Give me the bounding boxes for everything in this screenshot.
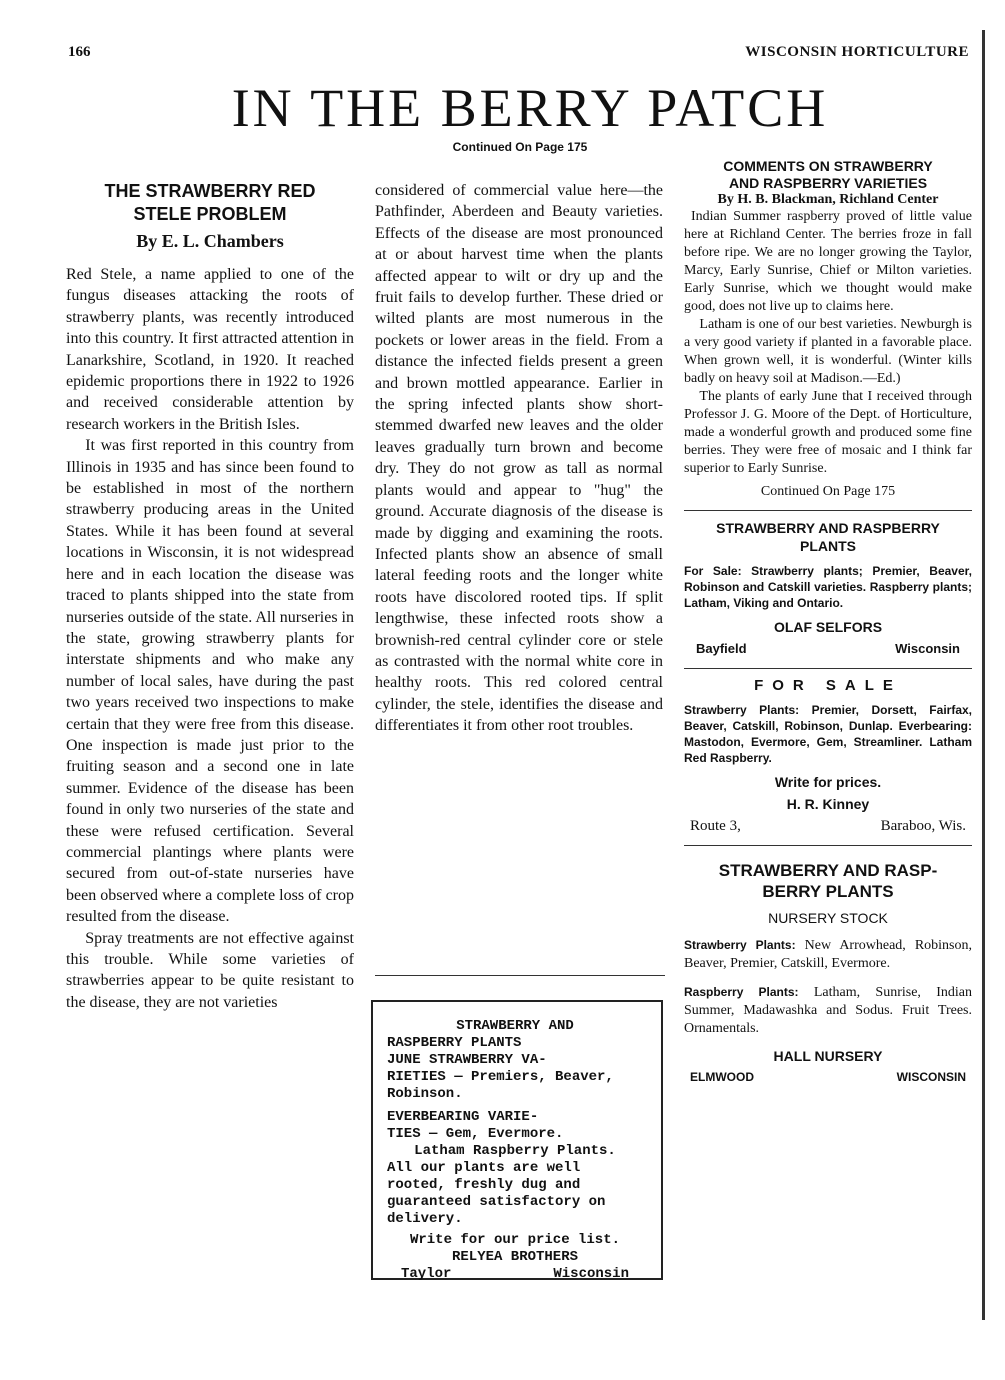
kinney-ad-route: Route 3, <box>690 818 741 834</box>
hall-ad-heading-line-1: STRAWBERRY AND RASP- <box>718 861 938 880</box>
hall-ad-raspberry-label: Raspberry Plants: <box>684 985 799 999</box>
relyea-ad-line: RASPBERRY PLANTS <box>387 1035 522 1051</box>
hall-ad-strawberry-text: New Arrowhead, Robinson, Beaver, Premier, Catskill, Evermore. <box>684 938 973 971</box>
continued-note-top: Continued On Page 175 <box>452 140 588 154</box>
selfors-ad-address <box>684 641 972 656</box>
comments-continued-note: Continued On Page 175 <box>760 484 896 499</box>
relyea-ad-name: RELYEA BROTHERS <box>451 1249 579 1265</box>
divider-rule <box>684 510 972 511</box>
hall-ad-raspberry-text: Latham, Sunrise, Indian Summer, Madawashka and Sodus. Fruit Trees. Ornamentals. <box>684 985 973 1036</box>
kinney-ad-text: Strawberry Plants: Premier, Dorsett, Fairfax, Beaver, Catskill, Robinson, Dunlap. Everbearing: Mastodon, Evermore, Gem, Streamliner. Latham Red Raspberry. <box>684 703 972 765</box>
comments-title-line-1: COMMENTS ON STRAWBERRY <box>723 158 933 174</box>
relyea-ad-state: Wisconsin <box>553 1266 629 1282</box>
relyea-brothers-ad <box>371 1000 663 1280</box>
hall-ad-state: WISCONSIN <box>896 1070 966 1084</box>
relyea-ad-line: JUNE STRAWBERRY VA- <box>387 1052 547 1068</box>
selfors-ad-name: OLAF SELFORS <box>773 619 883 635</box>
relyea-ad-line: EVERBEARING VARIE- <box>387 1109 539 1125</box>
selfors-ad-heading <box>684 519 972 555</box>
relyea-ad-line: All our plants are well rooted, freshly dug and guaranteed satisfactory on delivery. <box>387 1160 606 1227</box>
article-column-2 <box>375 180 663 737</box>
kinney-ad-heading: FOR SALE <box>754 677 902 694</box>
selfors-ad-heading-line-2: PLANTS <box>800 538 856 554</box>
comments-byline: By H. B. Blackman, Richland Center <box>717 192 939 207</box>
selfors-ad-town: Bayfield <box>696 641 747 656</box>
article-paragraph: Red Stele, a name applied to one of the fungus diseases attacking the roots of strawberry plants, was recently introduced into this country. It first attracted attention in Lanarkshire, Scotland, in 1920. It reached epidemic proportions there in 1922 to 1926 and received considerable attention by research workers in the British Isles. <box>66 266 354 433</box>
selfors-ad-text: For Sale: Strawberry plants; Premier, Beaver, Robinson and Catskill varieties. Raspberry plants; Latham, Viking and Ontario. <box>684 564 972 610</box>
relyea-ad-line: RIETIES — Premiers, Beaver, Robinson. <box>387 1069 614 1102</box>
kinney-ad <box>684 677 972 835</box>
article-title <box>66 180 354 226</box>
hall-ad-heading-line-2: BERRY PLANTS <box>762 882 894 901</box>
kinney-ad-write: Write for prices. <box>774 774 882 790</box>
divider-rule <box>684 668 972 669</box>
relyea-ad-town: Taylor <box>401 1266 452 1282</box>
article-paragraph: It was first reported in this country from Illinois in 1935 and has since been found to be established in most of the northern strawberry producing areas in the United States. While it has been found at several locations in Wisconsin, it is not widespread here and in each location the disease was traced to plants shipped into the state from nurseries outside of the state. All nurseries in the state, growing strawberry plants for interstate shipments and who make any number of local sales, have during the past two years received two inspections to make certain that they were free from this disease. One inspection is made just prior to the fruiting season and a second one in late summer. Evidence of the disease has been found in only two nurseries of the state and these were refused certification. Several commercial plantings where plants were secured from out-of-state nurseries have been observed where a complete loss of crop resulted from the disease. <box>66 437 354 926</box>
relyea-ad-address <box>387 1266 643 1283</box>
right-edge-rule <box>982 30 985 1320</box>
article-byline: By E. L. Chambers <box>136 231 284 251</box>
relyea-ad-line: STRAWBERRY AND <box>456 1018 574 1034</box>
comments-paragraph: The plants of early June that I received through Professor J. G. Moore of the Dept. of Horticulture, made a wonderful growth and produced some fine berries. They were free of mosaic and I think far superior to Early Sunrise. <box>684 389 972 476</box>
column-3 <box>684 158 972 1084</box>
relyea-ad-line: Write for our price list. <box>409 1232 621 1248</box>
kinney-ad-name: H. R. Kinney <box>786 796 870 812</box>
kinney-ad-town: Baraboo, Wis. <box>880 818 966 834</box>
running-head: WISCONSIN HORTICULTURE <box>745 44 969 60</box>
article-paragraph: Spray treatments are not effective against this trouble. While some varieties of strawberries appear to be quite resistant to the disease, they are not varieties <box>66 929 354 1011</box>
relyea-ad-line: TIES — Gem, Evermore. <box>387 1126 564 1142</box>
comments-paragraph: Indian Summer raspberry proved of little value here at Richland Center. The berries froze in fall before ripe. We are no longer growing the Taylor, Marcy, Early Sunrise, Chief or Milton varieties. Early Sunrise, which we thought would make good, does not live up to claims here. <box>684 209 972 314</box>
selfors-ad <box>684 519 972 656</box>
selfors-ad-heading-line-1: STRAWBERRY AND RASPBERRY <box>716 520 940 536</box>
hall-ad-address <box>684 1070 972 1084</box>
article-paragraph-continued: considered of commercial value here—the Pathfinder, Aberdeen and Beauty varieties. Effects of the disease are most pronounced at or about harvest time when the plants affected appear to wilt or dry up and the fruit fails to develop further. These dried or wilted plants are most numerous in the pockets or lower areas in the field. From a distance the infected fields present a green and brown mottled appearance. Earlier in the spring infected plants show short-stemmed dwarfed new leaves and the older leaves gradually turn brown and become dry. They do not grow as tall as normal plants would and appear to "hug" the ground. Accurate diagnosis of the disease is made by digging and examining the roots. Infected plants show an absence of small lateral feeding roots and the longer white roots have discolored rooted tips. If split lengthwise, these infected roots show a brownish-red central cylinder core or stele as contrasted with the normal white core in healthy roots. This red colored central cylinder, the stele, identifies the disease and differentiates it from other root troubles. <box>375 182 663 735</box>
hall-ad-town: ELMWOOD <box>690 1070 754 1084</box>
hall-ad-strawberry <box>684 936 972 973</box>
page-number: 166 <box>68 44 91 60</box>
section-title: IN THE BERRY PATCH <box>231 78 829 138</box>
hall-nursery-ad <box>684 860 972 1084</box>
comments-paragraph: Latham is one of our best varieties. Newburgh is a very good variety if planted in a favorable place. When grown well, it is wonderful. (Winter kills badly on heavy soil at Madison.—Ed.) <box>684 317 972 386</box>
article-title-line-2: STELE PROBLEM <box>133 204 287 224</box>
hall-ad-raspberry <box>684 983 972 1038</box>
divider-rule <box>684 845 972 846</box>
kinney-ad-address <box>684 818 972 835</box>
comments-title <box>684 158 972 192</box>
hall-ad-heading <box>684 860 972 902</box>
relyea-ad-line: Latham Raspberry Plants. <box>414 1143 616 1159</box>
article-column-1 <box>66 180 354 1013</box>
hall-ad-subheading: NURSERY STOCK <box>768 910 888 926</box>
hall-ad-name: HALL NURSERY <box>773 1048 883 1064</box>
article-title-line-1: THE STRAWBERRY RED <box>104 181 316 201</box>
selfors-ad-state: Wisconsin <box>895 641 960 656</box>
column-divider-rule <box>375 975 665 976</box>
comments-title-line-2: AND RASPBERRY VARIETIES <box>728 175 928 191</box>
hall-ad-strawberry-label: Strawberry Plants: <box>684 938 796 952</box>
